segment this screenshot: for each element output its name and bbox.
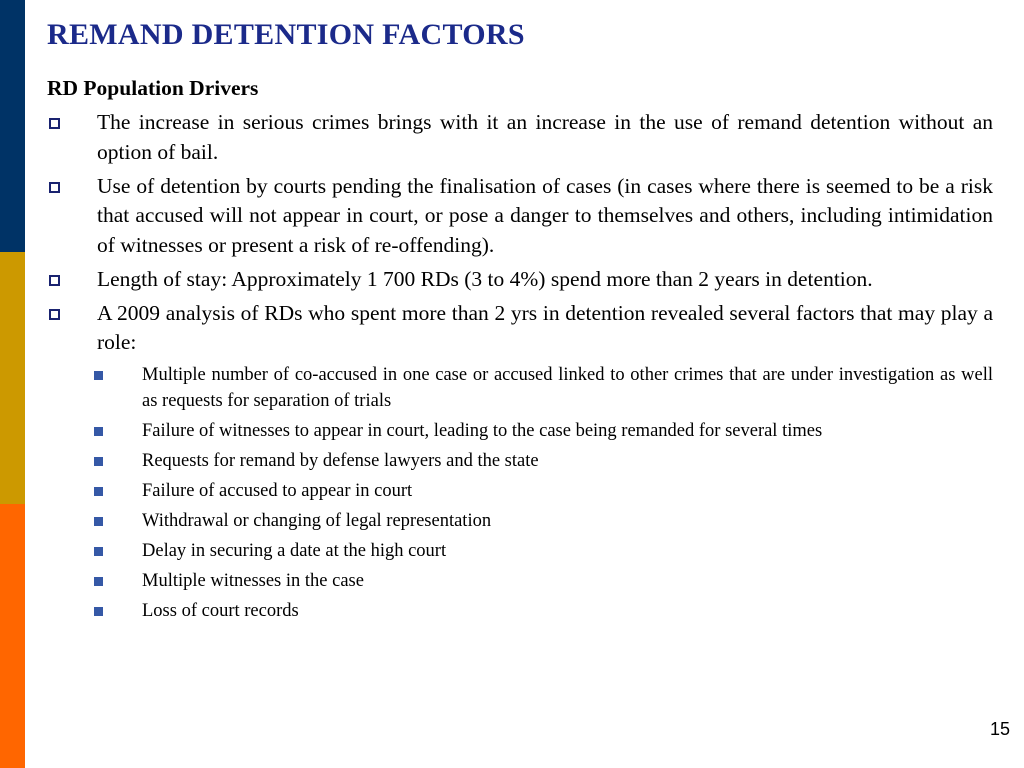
sub-bullet-item <box>47 448 993 474</box>
sub-bullet-text: Multiple number of co-accused in one case or accused linked to other crimes that are under investigation as well as requests for separation of trials <box>142 365 993 411</box>
bullet-text: A 2009 analysis of RDs who spent more than 2 yrs in detention revealed several factors that may play a role: <box>97 300 993 354</box>
bullet-text: Use of detention by courts pending the finalisation of cases (in cases where there is seemed to be a risk that accused will not appear in court, or pose a danger to themselves and others, including intimidation of witnesses or present a risk of re-offending). <box>97 173 993 257</box>
hollow-square-bullet-icon <box>49 118 60 129</box>
slide-subtitle: RD Population Drivers <box>47 76 259 100</box>
filled-square-bullet-icon <box>94 457 103 466</box>
sub-bullet-text: Multiple witnesses in the case <box>142 571 364 591</box>
side-band-bottom <box>0 504 25 768</box>
hollow-square-bullet-icon <box>49 309 60 320</box>
filled-square-bullet-icon <box>94 487 103 496</box>
slide-title: REMAND DETENTION FACTORS <box>47 18 525 51</box>
sub-bullet-item <box>47 418 993 444</box>
sub-bullet-text: Delay in securing a date at the high court <box>142 541 447 561</box>
bullet-item <box>47 265 993 295</box>
filled-square-bullet-icon <box>94 607 103 616</box>
sub-bullet-text: Failure of accused to appear in court <box>142 481 413 501</box>
sub-bullet-item <box>47 478 993 504</box>
bullet-list <box>47 108 993 628</box>
side-band-middle <box>0 252 25 504</box>
sub-bullet-item <box>47 568 993 594</box>
side-band-top <box>0 0 25 252</box>
filled-square-bullet-icon <box>94 517 103 526</box>
sub-bullet-text: Loss of court records <box>142 601 299 621</box>
bullet-item <box>47 299 993 358</box>
sub-bullet-item <box>47 508 993 534</box>
sub-bullet-text: Requests for remand by defense lawyers and the state <box>142 451 539 471</box>
bullet-text: The increase in serious crimes brings with it an increase in the use of remand detention without an option of bail. <box>97 110 993 164</box>
filled-square-bullet-icon <box>94 577 103 586</box>
sub-bullet-text: Withdrawal or changing of legal representation <box>142 511 492 531</box>
filled-square-bullet-icon <box>94 427 103 436</box>
sub-bullet-item <box>47 598 993 624</box>
sub-bullet-item <box>47 538 993 564</box>
sub-bullet-text: Failure of witnesses to appear in court, leading to the case being remanded for several times <box>142 421 823 441</box>
page-number: 15 <box>989 719 1010 739</box>
filled-square-bullet-icon <box>94 547 103 556</box>
filled-square-bullet-icon <box>94 371 103 380</box>
sub-bullet-item <box>47 362 993 414</box>
hollow-square-bullet-icon <box>49 275 60 286</box>
hollow-square-bullet-icon <box>49 182 60 193</box>
bullet-item <box>47 108 993 167</box>
bullet-item <box>47 172 993 261</box>
bullet-text: Length of stay: Approximately 1 700 RDs (3 to 4%) spend more than 2 years in detention. <box>97 266 873 291</box>
